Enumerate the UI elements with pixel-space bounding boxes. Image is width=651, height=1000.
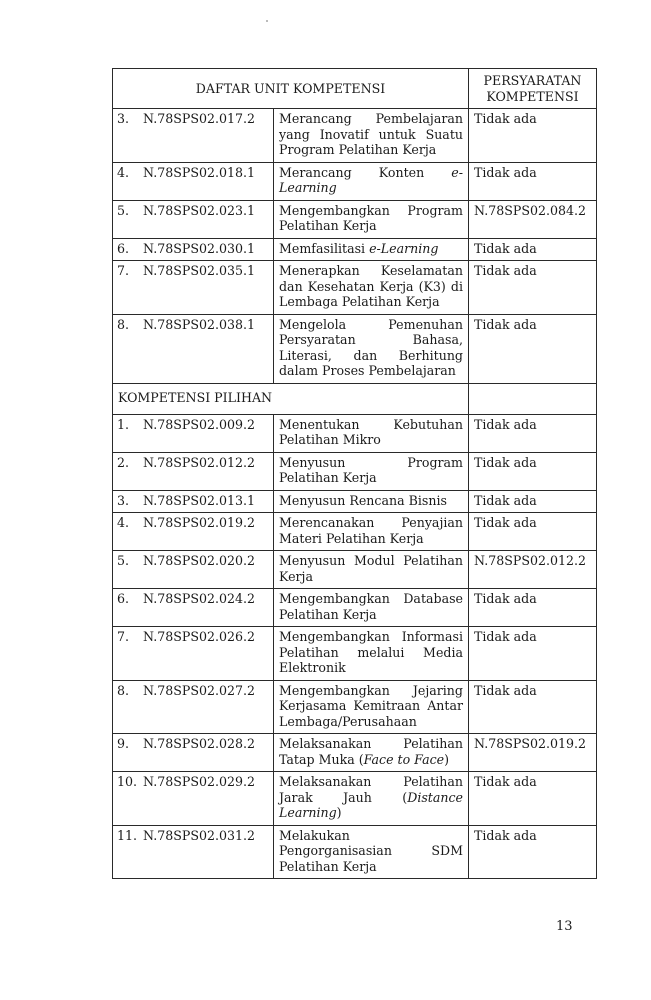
unit-title-text: Menyusun Modul Pelatihan Kerja — [279, 553, 463, 584]
unit-title-text: Merencanakan Penyajian Materi Pelatihan Kerja — [279, 515, 463, 546]
unit-code-cell — [113, 513, 274, 551]
table-row — [113, 109, 597, 163]
row-number: 4. — [117, 164, 130, 180]
section-label: KOMPETENSI PILIHAN — [113, 383, 469, 414]
unit-code-cell — [113, 772, 274, 826]
unit-code-cell — [113, 261, 274, 315]
row-number: 1. — [117, 416, 130, 432]
row-number: 8. — [117, 316, 130, 332]
unit-code-cell — [113, 680, 274, 734]
unit-code: N.78SPS02.017.2 — [143, 111, 256, 126]
unit-title — [274, 551, 469, 589]
unit-code: N.78SPS02.023.1 — [143, 202, 256, 218]
table-row — [113, 162, 597, 200]
requirement-cell: Tidak ada — [469, 589, 597, 627]
unit-title — [274, 627, 469, 681]
requirement-cell: Tidak ada — [469, 490, 597, 513]
unit-code-cell — [113, 314, 274, 383]
row-number: 6. — [117, 240, 130, 256]
unit-title — [274, 680, 469, 734]
unit-code: N.78SPS02.030.1 — [143, 240, 256, 256]
requirement-cell: N.78SPS02.019.2 — [469, 734, 597, 772]
unit-title-emphasis: Face to Face — [363, 751, 445, 767]
unit-title-text: Menyusun Rencana Bisnis — [279, 492, 447, 508]
unit-code: N.78SPS02.019.2 — [143, 515, 256, 530]
unit-code-cell — [113, 162, 274, 200]
unit-title-text: Merancang Pembelajaran yang Inovatif untuk Suatu Program Pelatihan Kerja — [279, 111, 463, 157]
unit-code-cell — [113, 734, 274, 772]
table-row — [113, 314, 597, 383]
unit-code: N.78SPS02.026.2 — [143, 629, 256, 644]
unit-code-cell — [113, 589, 274, 627]
unit-title — [274, 513, 469, 551]
unit-code-cell — [113, 452, 274, 490]
row-number: 4. — [117, 515, 130, 530]
row-number: 7. — [117, 629, 130, 644]
table-row — [113, 238, 597, 261]
requirement-cell: N.78SPS02.084.2 — [469, 200, 597, 238]
table-row — [113, 551, 597, 589]
table-row — [113, 772, 597, 826]
table-row — [113, 627, 597, 681]
requirement-cell: Tidak ada — [469, 772, 597, 826]
row-number: 10. — [117, 774, 138, 789]
unit-title — [274, 825, 469, 879]
unit-title — [274, 772, 469, 826]
unit-title-text: Mengembangkan Informasi Pelatihan melalui Media Elektronik — [279, 629, 463, 675]
unit-title — [274, 490, 469, 513]
unit-title-text: Mengelola Pemenuhan Persyaratan Bahasa, Literasi, dan Berhitung dalam Proses Pembelajaran — [279, 316, 463, 378]
requirement-cell: Tidak ada — [469, 627, 597, 681]
unit-title-emphasis: Distance Learning — [279, 789, 463, 820]
table-row — [113, 414, 597, 452]
section-row — [113, 383, 597, 414]
unit-title — [274, 109, 469, 163]
unit-code: N.78SPS02.020.2 — [143, 553, 256, 568]
unit-title — [274, 452, 469, 490]
table-row — [113, 490, 597, 513]
unit-title — [274, 200, 469, 238]
unit-code: N.78SPS02.027.2 — [143, 682, 256, 698]
unit-title — [274, 589, 469, 627]
unit-title — [274, 314, 469, 383]
unit-code-cell — [113, 200, 274, 238]
table-row — [113, 261, 597, 315]
row-number: 5. — [117, 553, 130, 568]
row-number: 7. — [117, 263, 130, 278]
unit-code: N.78SPS02.029.2 — [143, 774, 256, 789]
requirement-cell: Tidak ada — [469, 680, 597, 734]
unit-code-cell — [113, 825, 274, 879]
requirement-cell: Tidak ada — [469, 825, 597, 879]
empty-cell — [469, 383, 597, 414]
requirement-header: PERSYARATAN KOMPETENSI — [469, 69, 597, 109]
unit-code-cell — [113, 414, 274, 452]
row-number: 8. — [117, 682, 130, 698]
unit-list-header: DAFTAR UNIT KOMPETENSI — [113, 69, 469, 109]
unit-code-cell — [113, 109, 274, 163]
table-row — [113, 452, 597, 490]
unit-title-text: Mengembangkan Program Pelatihan Kerja — [279, 202, 463, 233]
page-number: 13 — [556, 919, 573, 934]
unit-code-cell — [113, 238, 274, 261]
table-row — [113, 513, 597, 551]
row-number: 3. — [117, 492, 130, 508]
unit-title-text: Merancang Konten — [279, 164, 452, 180]
requirement-cell: N.78SPS02.012.2 — [469, 551, 597, 589]
unit-code: N.78SPS02.038.1 — [143, 316, 256, 332]
requirement-cell: Tidak ada — [469, 109, 597, 163]
unit-title — [274, 162, 469, 200]
unit-title — [274, 238, 469, 261]
row-number: 9. — [117, 736, 130, 751]
unit-code-cell — [113, 627, 274, 681]
row-number: 5. — [117, 202, 130, 218]
requirement-cell: Tidak ada — [469, 261, 597, 315]
row-number: 6. — [117, 591, 130, 606]
unit-code: N.78SPS02.012.2 — [143, 454, 256, 470]
table-row — [113, 680, 597, 734]
unit-title-text: Menyusun Program Pelatihan Kerja — [279, 454, 463, 485]
unit-code: N.78SPS02.028.2 — [143, 736, 256, 751]
requirement-cell: Tidak ada — [469, 414, 597, 452]
header-row — [113, 69, 597, 109]
unit-title — [274, 734, 469, 772]
competency-table — [112, 68, 597, 879]
table-row — [113, 589, 597, 627]
table-row — [113, 825, 597, 879]
unit-title-text: Melaksanakan Pelatihan Jarak Jauh ( — [279, 774, 463, 805]
unit-title-emphasis: e-Learning — [279, 164, 463, 195]
unit-code: N.78SPS02.035.1 — [143, 263, 256, 278]
unit-title-text: Menentukan Kebutuhan Pelatihan Mikro — [279, 416, 463, 447]
requirement-cell: Tidak ada — [469, 162, 597, 200]
unit-title-text: ) — [444, 751, 450, 767]
unit-title-text: Menerapkan Keselamatan dan Kesehatan Kerja (K3) di Lembaga Pelatihan Kerja — [279, 263, 463, 309]
row-number: 2. — [117, 454, 130, 470]
scan-speck — [266, 20, 268, 22]
requirement-cell: Tidak ada — [469, 238, 597, 261]
unit-title — [274, 414, 469, 452]
requirement-cell: Tidak ada — [469, 314, 597, 383]
unit-code-cell — [113, 551, 274, 589]
unit-code: N.78SPS02.024.2 — [143, 591, 256, 606]
unit-code: N.78SPS02.031.2 — [143, 827, 256, 843]
table-row — [113, 734, 597, 772]
requirement-cell: Tidak ada — [469, 452, 597, 490]
unit-title-emphasis: e-Learning — [369, 240, 439, 256]
row-number: 3. — [117, 111, 130, 126]
unit-title-text: Melaksanakan Pelatihan Tatap Muka ( — [279, 736, 463, 767]
row-number: 11. — [117, 827, 138, 843]
unit-code: N.78SPS02.013.1 — [143, 492, 256, 508]
requirement-cell: Tidak ada — [469, 513, 597, 551]
unit-title — [274, 261, 469, 315]
unit-title-text: Memfasilitasi — [279, 240, 370, 256]
unit-code: N.78SPS02.009.2 — [143, 416, 256, 432]
table-row — [113, 200, 597, 238]
unit-title-text: Mengembangkan Database Pelatihan Kerja — [279, 591, 463, 622]
unit-title-text: Mengembangkan Jejaring Kerjasama Kemitraan Antar Lembaga/Perusahaan — [279, 682, 463, 729]
unit-code: N.78SPS02.018.1 — [143, 164, 256, 180]
unit-code-cell — [113, 490, 274, 513]
unit-title-text: ) — [336, 805, 342, 820]
unit-title-text: Melakukan Pengorganisasian SDM Pelatihan Kerja — [279, 827, 463, 874]
